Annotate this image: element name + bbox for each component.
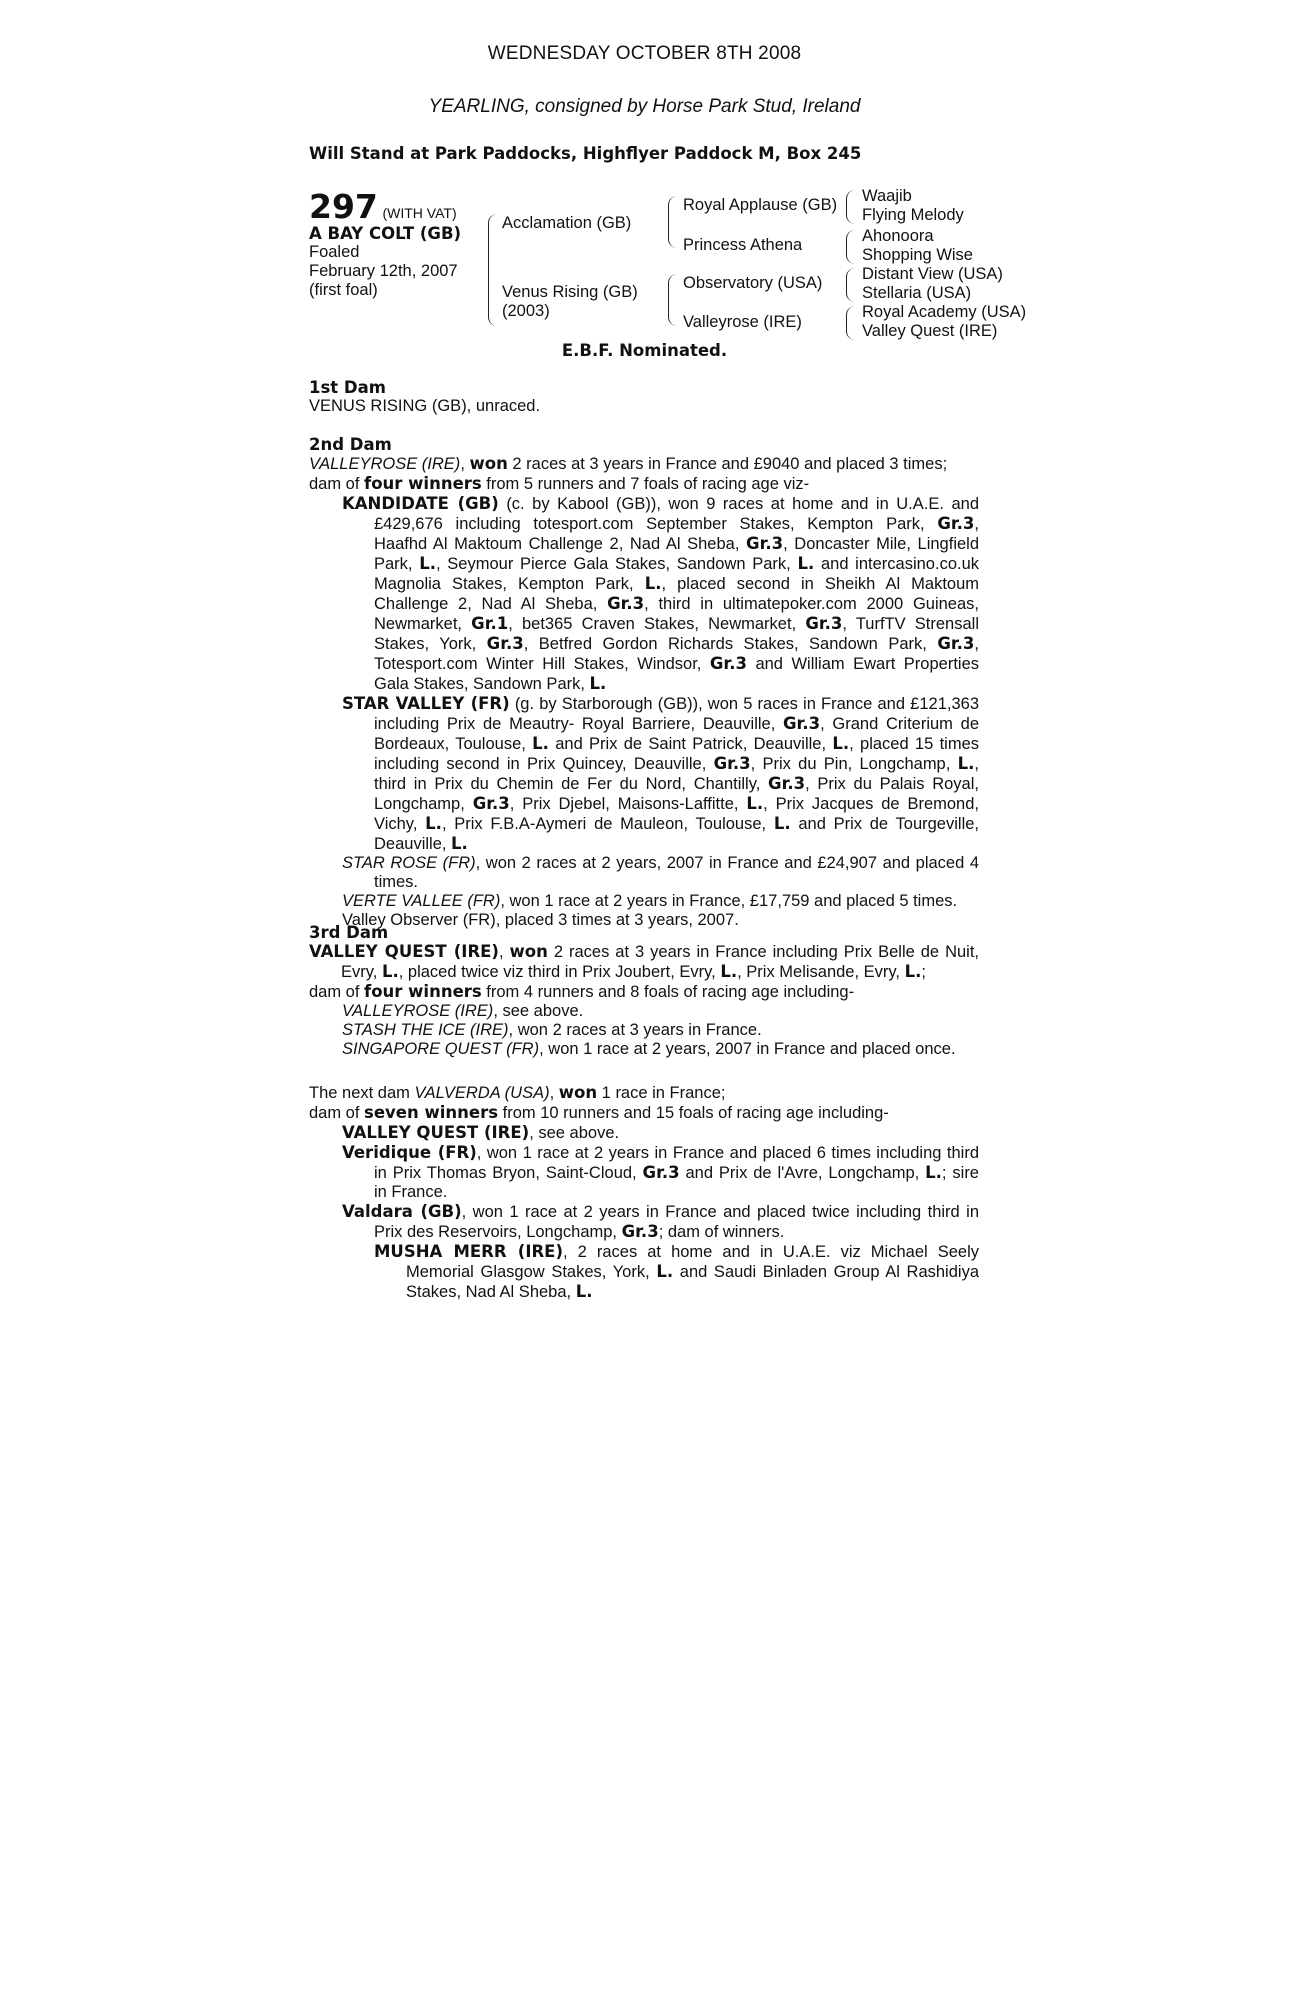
lot-name: A BAY COLT (GB): [309, 224, 462, 243]
ggp-4: Shopping Wise: [862, 246, 973, 264]
race-grade: Gr.3: [486, 634, 524, 653]
ggp-1: Waajib: [862, 187, 912, 205]
veridique-entry: Veridique (FR), won 1 race at 2 years in France and placed 6 times including third in Prix Thomas Bryon, Saint-Cloud, Gr.3 and Prix de l'Avre, Longchamp, L.; sire in France.: [342, 1143, 979, 1201]
ggp-brace-4: [846, 306, 855, 340]
second-dam-section: [309, 435, 979, 930]
race-grade: Gr.3: [768, 774, 806, 793]
consignor-subtitle: YEARLING, consigned by Horse Park Stud, Ireland: [428, 96, 861, 117]
race-grade: L.: [451, 834, 468, 853]
race-grade: L.: [773, 814, 791, 833]
race-text: , third in ultimatepoker.com 2000 Guineas, Newmarket,: [374, 595, 979, 633]
foaled-label: Foaled: [309, 243, 360, 261]
valleyrose-produce: dam of four winners from 5 runners and 7 foals of racing age viz-: [309, 474, 810, 493]
race-text: , TurfTV Strensall Stakes, York,: [374, 615, 979, 653]
sire-line-brace: [668, 196, 677, 248]
race-grade: Gr.3: [937, 514, 975, 533]
vat-note: (WITH VAT): [382, 205, 457, 221]
race-text: , Prix du Palais Royal, Longchamp,: [374, 775, 979, 813]
race-text: and Prix de Saint Patrick, Deauville,: [548, 735, 833, 753]
stash-the-ice-entry: STASH THE ICE (IRE), won 2 races at 3 years in France.: [342, 1021, 762, 1039]
race-text: , placed second in Sheikh Al Maktoum Challenge 2, Nad Al Sheba,: [374, 575, 980, 613]
first-foal-note: (first foal): [309, 281, 378, 299]
star-valley-entry: STAR VALLEY (FR) (g. by Starborough (GB)), won 5 races in France and £121,363 including Prix de Meautry- Royal Barriere, Deauville, Gr.3, Grand Criterium de Bordeaux, Toulouse, L. and Prix de Saint Patrick, Deauville, L., placed 15 times including second in Prix Quincey, Deauville, Gr.3, Prix du Pin, Longchamp, L., third in Prix du Chemin de Fer du Nord, Chantilly, Gr.3, Prix du Palais Royal, Longchamp, Gr.3, Prix Djebel, Maisons-Laffitte, L., Prix Jacques de Bremond, Vichy, L., Prix F.B.A-Aymeri de Mauleon, Toulouse, L. and Prix de Tourgeville, Deauville, L.: [342, 694, 980, 853]
stand-location: Will Stand at Park Paddocks, Highflyer Paddock M, Box 245: [309, 144, 862, 163]
race-grade: Gr.3: [713, 754, 751, 773]
ggp-8: Valley Quest (IRE): [862, 322, 998, 340]
valverda-record: The next dam VALVERDA (USA), won 1 race in France;: [309, 1083, 726, 1102]
page-title: WEDNESDAY OCTOBER 8TH 2008: [487, 43, 802, 64]
race-text: , Prix F.B.A-Aymeri de Mauleon, Toulouse,: [441, 815, 774, 833]
race-grade: Gr.3: [746, 534, 784, 553]
ebf-nomination: E.B.F. Nominated.: [561, 341, 728, 360]
ggp-2: Flying Melody: [862, 206, 964, 224]
musha-merr-entry: MUSHA MERR (IRE), 2 races at home and in U.A.E. viz Michael Seely Memorial Glasgow Stakes, York, L. and Saudi Binladen Group Al Rashidiya Stakes, Nad Al Sheba, L.: [374, 1242, 979, 1301]
next-dam-section: [309, 1083, 979, 1302]
race-text: , Totesport.com Winter Hill Stakes, Windsor,: [374, 635, 979, 673]
race-text: , Betfred Gordon Richards Stakes, Sandown Park,: [523, 635, 938, 653]
race-grade: L.: [957, 754, 975, 773]
race-text: , Grand Criterium de Bordeaux, Toulouse,: [374, 715, 979, 753]
sire-name: Acclamation (GB): [502, 214, 632, 232]
valverda-produce: dam of seven winners from 10 runners and 15 foals of racing age including-: [309, 1103, 889, 1122]
race-text: , Prix Jacques de Bremond, Vichy,: [374, 795, 979, 833]
ggp-brace-1: [846, 190, 855, 224]
sire-dam: Princess Athena: [683, 236, 803, 254]
valley-quest-produce: dam of four winners from 4 runners and 8 foals of racing age including-: [309, 982, 855, 1001]
kandidate-entry: KANDIDATE (GB) (c. by Kabool (GB)), won 9 races at home and in U.A.E. and £429,676 including totesport.com September Stakes, Kempton Park, Gr.3, Haafhd Al Maktoum Challenge 2, Nad Al Sheba, Gr.3, Doncaster Mile, Lingfield Park, L., Seymour Pierce Gala Stakes, Sandown Park, L. and intercasino.co.uk Magnolia Stakes, Kempton Park, L., placed second in Sheikh Al Maktoum Challenge 2, Nad Al Sheba, Gr.3, third in ultimatepoker.com 2000 Guineas, Newmarket, Gr.1, bet365 Craven Stakes, Newmarket, Gr.3, TurfTV Strensall Stakes, York, Gr.3, Betfred Gordon Richards Stakes, Sandown Park, Gr.3, Totesport.com Winter Hill Stakes, Windsor, Gr.3 and William Ewart Properties Gala Stakes, Sandown Park, L.: [342, 494, 980, 693]
sire-sire: Royal Applause (GB): [683, 196, 838, 214]
race-grade: Gr.3: [472, 794, 510, 813]
race-grade: L.: [797, 554, 815, 573]
valley-observer-entry: Valley Observer (FR), placed 3 times at 3 years, 2007.: [342, 911, 739, 929]
race-grade: Gr.1: [471, 614, 509, 633]
sire-dam-brace: [488, 214, 497, 326]
valley-quest-record: VALLEY QUEST (IRE), won 2 races at 3 years in France including Prix Belle de Nuit, Evry, L., placed twice viz third in Prix Joubert, Evry, L., Prix Melisande, Evry, L.;: [309, 942, 980, 981]
valleyrose-ref: VALLEYROSE (IRE), see above.: [342, 1002, 584, 1020]
race-text: , placed 15 times including second in Prix Quincey, Deauville,: [374, 735, 979, 773]
race-text: , Seymour Pierce Gala Stakes, Sandown Park,: [436, 555, 798, 573]
race-text: , bet365 Craven Stakes, Newmarket,: [508, 615, 806, 633]
race-grade: Gr.3: [937, 634, 975, 653]
ggp-brace-3: [846, 268, 855, 302]
ggp-5: Distant View (USA): [862, 265, 1003, 283]
first-dam-section: [309, 378, 979, 416]
race-grade: L.: [832, 734, 850, 753]
race-text: and intercasino.co.uk Magnolia Stakes, Kempton Park,: [374, 555, 979, 593]
race-grade: L.: [644, 574, 662, 593]
race-grade: L.: [419, 554, 437, 573]
race-text: , third in Prix du Chemin de Fer du Nord, Chantilly,: [374, 755, 979, 793]
ggp-3: Ahonoora: [862, 227, 934, 245]
ggp-6: Stellaria (USA): [862, 284, 972, 302]
race-text: and William Ewart Properties Gala Stakes, Sandown Park,: [374, 655, 979, 693]
race-text: and Prix de Tourgeville, Deauville,: [374, 815, 979, 853]
race-grade: L.: [589, 674, 607, 693]
singapore-quest-entry: SINGAPORE QUEST (FR), won 1 race at 2 years, 2007 in France and placed once.: [342, 1040, 956, 1058]
third-dam-heading: 3rd Dam: [309, 923, 389, 942]
race-text: , Doncaster Mile, Lingfield Park,: [374, 535, 979, 573]
first-dam-heading: 1st Dam: [309, 378, 386, 397]
race-grade: L.: [532, 734, 549, 753]
race-grade: Gr.3: [607, 594, 645, 613]
race-grade: L.: [425, 814, 442, 833]
valleyrose-record: VALLEYROSE (IRE), won 2 races at 3 years in France and £9040 and placed 3 times;: [309, 454, 948, 473]
valdara-entry: Valdara (GB), won 1 race at 2 years in France and placed twice including third in Prix des Reservoirs, Longchamp, Gr.3; dam of winners.: [342, 1202, 979, 1241]
lot-block: [309, 187, 462, 300]
dam-dam: Valleyrose (IRE): [683, 313, 802, 331]
verte-vallee-entry: VERTE VALLEE (FR), won 1 race at 2 years in France, £17,759 and placed 5 times.: [342, 892, 958, 910]
ggp-brace-2: [846, 230, 855, 264]
race-grade: Gr.3: [805, 614, 843, 633]
star-rose-entry: STAR ROSE (FR), won 2 races at 2 years, 2007 in France and £24,907 and placed 4 times.: [342, 854, 980, 891]
dam-sire: Observatory (USA): [683, 274, 823, 292]
dam-line-brace: [668, 274, 677, 326]
race-grade: Gr.3: [709, 654, 747, 673]
race-text: , Prix Djebel, Maisons-Laffitte,: [509, 795, 747, 813]
ggp-7: Royal Academy (USA): [862, 303, 1027, 321]
valley-quest-ref: VALLEY QUEST (IRE), see above.: [342, 1123, 620, 1142]
race-text: , Prix du Pin, Longchamp,: [750, 755, 958, 773]
lot-number: 297: [309, 187, 378, 226]
second-dam-heading: 2nd Dam: [309, 435, 392, 454]
race-text: (g. by Starborough (GB)), won 5 races in France and £121,363 including Prix de Meautry- Royal Barriere, Deauville,: [374, 695, 980, 733]
dam-name: Venus Rising (GB): [502, 283, 638, 301]
race-grade: Gr.3: [783, 714, 821, 733]
dam-year: (2003): [502, 302, 550, 320]
race-text: (c. by Kabool (GB)), won 9 races at home and in U.A.E. and £429,676 including totesport.com September Stakes, Kempton Park,: [374, 495, 979, 533]
foaled-date: February 12th, 2007: [309, 262, 458, 280]
first-dam-text: VENUS RISING (GB), unraced.: [309, 397, 541, 415]
race-grade: L.: [746, 794, 764, 813]
race-text: , Haafhd Al Maktoum Challenge 2, Nad Al Sheba,: [374, 515, 979, 553]
third-dam-section: [309, 923, 979, 1059]
